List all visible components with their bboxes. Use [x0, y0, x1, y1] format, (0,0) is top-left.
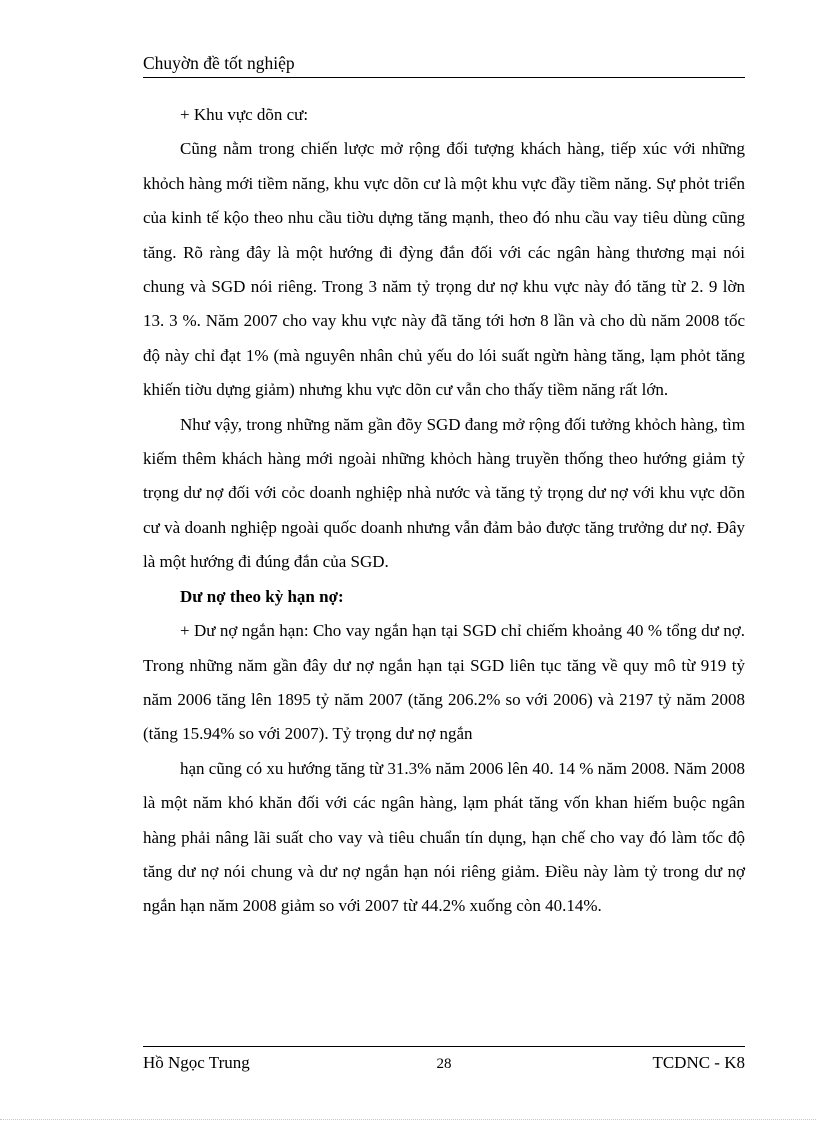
page-header: [143, 50, 745, 76]
paragraph-short-term-ratio: hạn cũng có xu hướng tăng từ 31.3% năm 2006 lên 40. 14 % năm 2008. Năm 2008 là một năm khó khăn đối với các ngân hàng, lạm phát tăng vốn khan hiếm buộc ngân hàng phải nâng lãi suất cho vay và tiêu chuẩn tín dụng, hạn chế cho vay đó làm tốc độ tăng dư nợ nói chung và dư nợ ngắn hạn nói riêng giảm. Điều này làm tỷ trong dư nợ ngắn hạn năm 2008 giảm so với 2007 từ 44.2% xuống còn 40.14%.: [143, 758, 745, 916]
header-title: Chuyờn đề tốt nghiệp: [143, 53, 295, 73]
footer-class-code: TCDNC - K8: [652, 1053, 745, 1072]
paragraph-residential-heading: + Khu vực dõn cư:: [180, 105, 309, 124]
page-footer: [143, 1050, 745, 1076]
page-number: 28: [436, 1056, 452, 1072]
document-body: [143, 98, 745, 924]
footer-author: Hồ Ngọc Trung: [143, 1053, 250, 1072]
paragraph-customer-expansion: Như vậy, trong những năm gần đõy SGD đang mở rộng đối tưởng khỏch hàng, tìm kiếm thêm khách hàng mới ngoài những khỏch hàng truyền thống theo hướng giảm tỷ trọng dư nợ đối với cỏc doanh nghiệp nhà nước và tăng tỷ trọng dư nợ với khu vực dõn cư và doanh nghiệp ngoài quốc doanh nhưng vẫn đảm bảo được tăng trưởng dư nợ. Đây là một hướng đi đúng đắn của SGD.: [143, 414, 745, 572]
section-heading-debt-by-term: Dư nợ theo kỳ hạn nợ:: [180, 586, 344, 606]
header-rule: [143, 77, 745, 78]
paragraph-residential-strategy: Cũng nằm trong chiến lược mở rộng đối tượng khách hàng, tiếp xúc với những khỏch hàng mới tiềm năng, khu vực dõn cư là một khu vực đầy tiềm năng. Sự phỏt triển của kinh tế kộo theo nhu cầu tiờu dựng tăng mạnh, theo đó nhu cầu vay tiêu dùng cũng tăng. Rõ ràng đây là một hướng đi đỳng đắn đối với các ngân hàng thương mại nói chung và SGD nói riêng. Trong 3 năm tỷ trọng dư nợ khu vực này đó tăng từ 2. 9 lờn 13. 3 %. Năm 2007 cho vay khu vực này đã tăng tới hơn 8 lần và cho dù năm 2008 tốc độ này chỉ đạt 1% (mà nguyên nhân chủ yếu do lói suất ngừn hàng tăng, lạm phỏt tăng khiến tiờu dựng giảm) nhưng khu vực dõn cư vẫn cho thấy tiềm năng rất lớn.: [143, 139, 745, 400]
paragraph-short-term-debt: + Dư nợ ngắn hạn: Cho vay ngắn hạn tại SGD chỉ chiếm khoảng 40 % tổng dư nợ. Trong những năm gần đây dư nợ ngắn hạn tại SGD liên tục tăng về quy mô từ 919 tỷ năm 2006 tăng lên 1895 tỷ năm 2007 (tăng 206.2% so với 2006) và 2197 tỷ năm 2008 (tăng 15.94% so với 2007). Tỷ trọng dư nợ ngắn: [143, 621, 745, 744]
footer-rule: [143, 1046, 745, 1047]
page-bottom-dotted-border: [0, 1119, 816, 1120]
